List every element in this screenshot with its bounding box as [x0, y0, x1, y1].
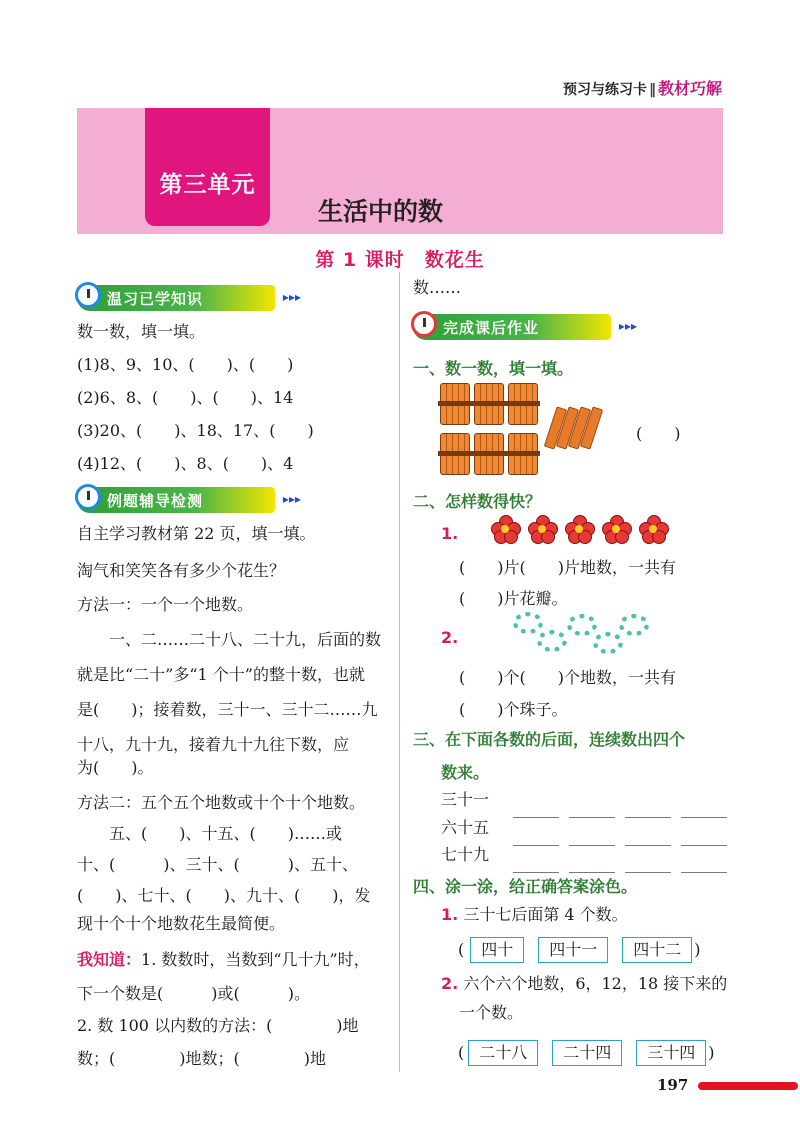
example-line: ( )、七十、( )、九十、( )，发 — [77, 886, 371, 905]
alarm-clock-icon — [75, 484, 101, 510]
answer-blank[interactable] — [513, 871, 559, 873]
example-line: 淘气和笑笑各有多少个花生？ — [77, 561, 286, 580]
header-left: 预习与练习卡 — [562, 82, 647, 98]
answer-blank[interactable] — [625, 816, 671, 818]
review-title: 温习已学知识 — [107, 290, 204, 308]
know-line-1 — [77, 950, 370, 970]
flower-icon — [566, 516, 592, 542]
know-line-2: 下一个数是( )或( )。 — [77, 984, 310, 1003]
alarm-clock-icon — [411, 311, 437, 337]
example-line: 方法一：一个一个地数。 — [77, 595, 254, 614]
q1-answer: ( ) — [636, 424, 681, 443]
option-pill[interactable]: 四十二 — [622, 937, 692, 963]
review-item-1: (1)8、9、10、( )、( ) — [77, 355, 294, 374]
q3-answer-lines — [513, 831, 731, 850]
answer-blank[interactable] — [681, 844, 727, 846]
know-line-4: 数；( )地数；( )地 — [77, 1049, 326, 1068]
q2-title: 二、怎样数得快？ — [413, 492, 542, 511]
q4-1-text: 三十七后面第 4 个数。 — [463, 905, 628, 924]
unit-title: 生活中的数 — [318, 197, 444, 226]
answer-blank[interactable] — [681, 871, 727, 873]
alarm-clock-icon — [75, 282, 101, 308]
flower-icon — [603, 516, 629, 542]
q3-row-1 — [441, 790, 489, 810]
flowers-picture — [492, 516, 672, 546]
q4-1-number: 1. — [441, 905, 459, 924]
page-bar — [698, 1082, 798, 1090]
sticks-picture — [438, 383, 598, 479]
answer-blank[interactable] — [513, 816, 559, 818]
q2-1-line-a: ( )片( )片地数，一共有 — [459, 558, 676, 577]
know-label: 我知道： — [77, 950, 142, 969]
know-text: 1. 数数时，当数到“几十九”时， — [141, 950, 370, 969]
answer-blank[interactable] — [681, 816, 727, 818]
q3-answer-lines — [513, 803, 731, 822]
answer-blank[interactable] — [569, 844, 615, 846]
example-line: 自主学习教材第 22 页，填一填。 — [77, 524, 316, 543]
arrows-icon: ▸▸▸ — [282, 290, 301, 304]
option-pill[interactable]: 四十一 — [538, 937, 608, 963]
page-number: 197 — [657, 1076, 689, 1094]
q4-1-options: ( 四十 四十一 四十二 ) — [458, 937, 701, 963]
q2-2-line-a: ( )个( )个地数，一共有 — [459, 668, 676, 687]
bead-ring-icon — [619, 614, 649, 636]
review-item-2: (2)6、8、( )、( )、14 — [77, 388, 294, 407]
q4-2-text: 六个六个地数，6，12，18 接下来的 — [463, 974, 728, 993]
q3-row-2 — [441, 818, 489, 838]
column-divider — [399, 272, 400, 1072]
running-header: 预习与练习卡 ‖ 教材巧解 — [562, 79, 722, 98]
option-pill[interactable]: 三十四 — [636, 1040, 706, 1066]
answer-blank[interactable] — [625, 871, 671, 873]
q3-number: 七十九 — [441, 845, 490, 864]
unit-label: 第三单元 — [159, 172, 256, 198]
example-line: 五、( )、十五、( )……或 — [77, 824, 342, 843]
option-pill[interactable]: 四十 — [470, 937, 524, 963]
stick-bundle — [508, 383, 538, 425]
example-line: 十八，九十九，接着九十九往下数，应 — [77, 735, 350, 754]
q3-title-a: 三、在下面各数的后面，连续数出四个 — [413, 730, 686, 749]
q2-2-line-b: ( )个珠子。 — [459, 700, 568, 719]
arrows-icon: ▸▸▸ — [618, 319, 637, 333]
q3-row-3 — [441, 845, 489, 865]
q4-1 — [441, 905, 628, 925]
review-section-header — [77, 285, 301, 311]
answer-blank[interactable] — [625, 844, 671, 846]
q4-title: 四、涂一涂，给正确答案涂色。 — [413, 877, 638, 896]
review-item-4: (4)12、( )、8、( )、4 — [77, 454, 294, 473]
homework-title: 完成课后作业 — [443, 319, 540, 337]
example-line: 为( )。 — [77, 758, 154, 777]
header-brand: 教材巧解 — [657, 79, 722, 98]
option-pill[interactable]: 二十四 — [552, 1040, 622, 1066]
bead-ring-icon — [513, 612, 543, 634]
flower-icon — [529, 516, 555, 542]
bead-ring-icon — [567, 614, 597, 636]
flower-icon — [492, 516, 518, 542]
stick-bundle — [440, 383, 470, 425]
q3-title-b: 数来。 — [441, 763, 490, 782]
q4-2-number: 2. — [441, 974, 459, 993]
example-line: 方法二：五个五个地数或十个十个地数。 — [77, 793, 366, 812]
bead-ring-icon — [593, 632, 623, 654]
q3-number: 六十五 — [441, 818, 490, 837]
q2-1-line-b: ( )片花瓣。 — [459, 589, 568, 608]
example-section-header — [77, 487, 301, 513]
continued-text: 数…… — [413, 278, 462, 297]
answer-blank[interactable] — [569, 816, 615, 818]
q4-2-options: ( 二十八 二十四 三十四 ) — [458, 1040, 715, 1066]
stick-bundle — [474, 433, 504, 475]
homework-section-header — [413, 314, 637, 340]
q4-2 — [441, 974, 727, 994]
q4-2-text-b: 一个数。 — [459, 1003, 524, 1022]
q2-1-number: 1. — [441, 524, 459, 543]
example-line: 就是比“二十”多“1 个十”的整十数，也就 — [77, 665, 365, 684]
option-pill[interactable]: 二十八 — [468, 1040, 538, 1066]
example-line: 是( )；接着数，三十一、三十二……九 — [77, 700, 378, 719]
flower-icon — [640, 516, 666, 542]
stick-bundle — [440, 433, 470, 475]
q3-number: 三十一 — [441, 790, 490, 809]
stick-bundle — [508, 433, 538, 475]
stick-bundle — [474, 383, 504, 425]
answer-blank[interactable] — [569, 871, 615, 873]
arrows-icon: ▸▸▸ — [282, 492, 301, 506]
example-title: 例题辅导检测 — [107, 492, 204, 510]
q1-title: 一、数一数，填一填。 — [413, 359, 574, 378]
example-line: 现十个十个地数花生最简便。 — [77, 914, 286, 933]
review-item-3: (3)20、( )、18、17、( ) — [77, 421, 314, 440]
bead-ring-icon — [537, 630, 567, 652]
review-intro: 数一数，填一填。 — [77, 322, 206, 341]
answer-blank[interactable] — [513, 844, 559, 846]
example-line: 一、二……二十八、二十九，后面的数 — [77, 630, 382, 649]
lesson-title: 第 1 课时 数花生 — [315, 249, 485, 271]
beads-picture — [513, 612, 653, 658]
q2-2-number: 2. — [441, 628, 459, 647]
example-line: 十、( )、三十、( )、五十、 — [77, 855, 358, 874]
know-line-3: 2. 数 100 以内数的方法：( )地 — [77, 1016, 359, 1035]
